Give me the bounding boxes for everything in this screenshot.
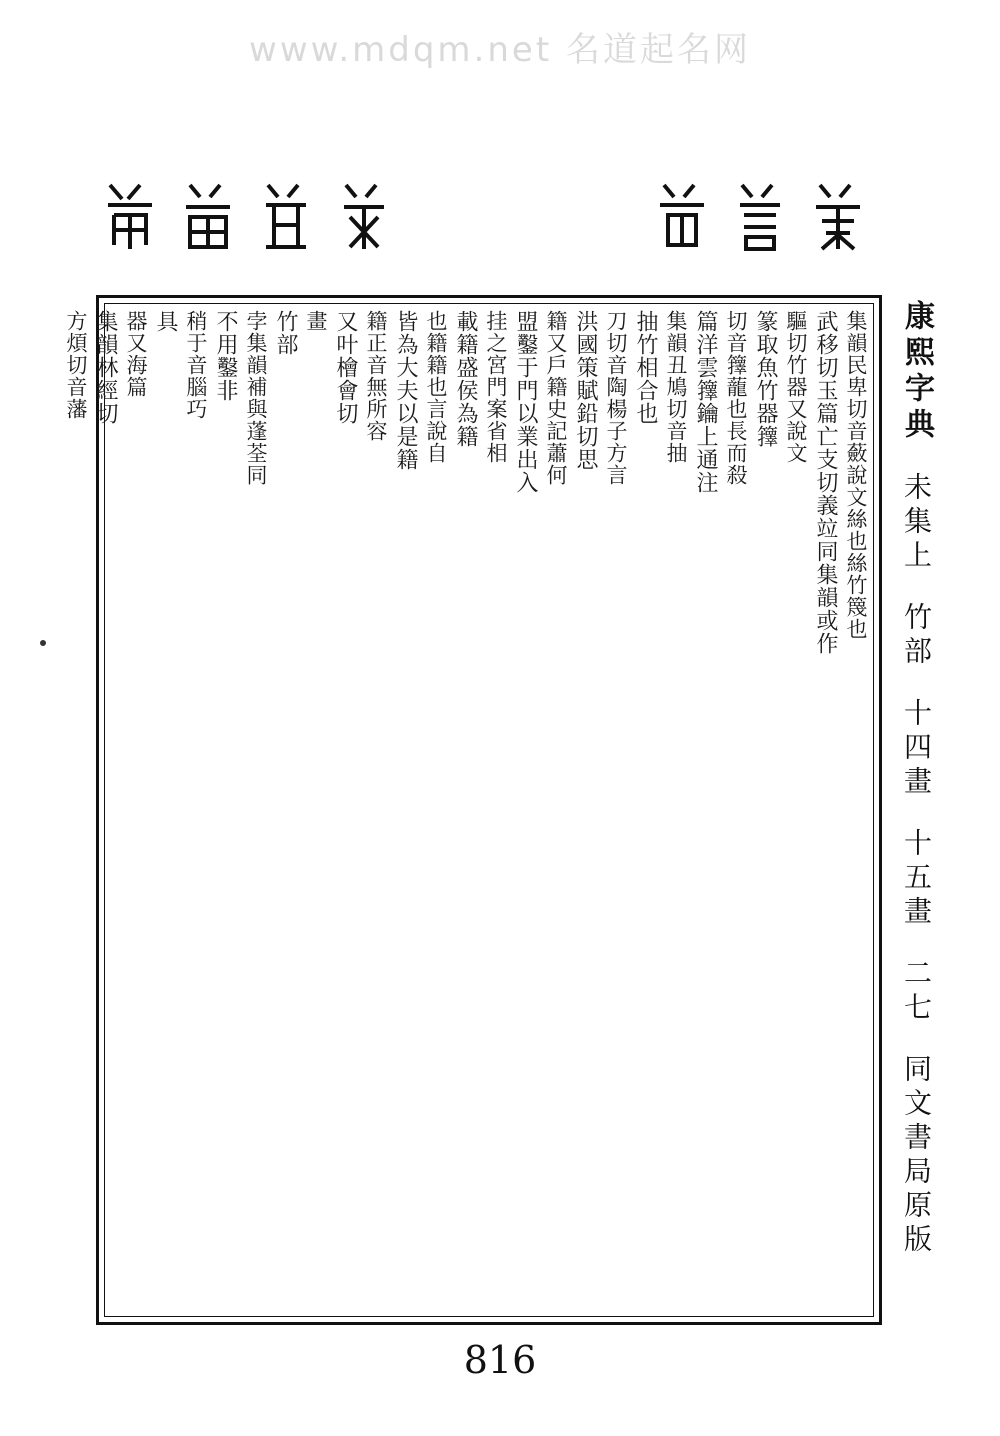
page-margin-label <box>896 300 936 1258</box>
stroke-label: 十五畫 <box>900 828 933 930</box>
text-columns <box>64 310 869 1310</box>
seal-script-row-right <box>652 175 868 255</box>
seal-character <box>334 175 394 255</box>
text-column: 竹部 <box>273 310 298 356</box>
text-column: 篇洋雲籜鑰上通注 <box>693 310 718 494</box>
text-column: 刀切音陶楊子方言 <box>604 310 628 486</box>
seal-character <box>100 175 160 255</box>
text-column: 皆為大夫以是籍 <box>393 310 418 471</box>
text-column: 篆取魚竹器籜 <box>753 310 778 448</box>
text-column: 集韻民卑切音蘞說文絲也絲竹篾也 <box>844 310 868 640</box>
text-column: 盟鑿于門以業出入 <box>513 310 538 494</box>
text-column: 具 <box>153 310 178 333</box>
text-column: 集韻丑鳩切音抽 <box>664 310 688 464</box>
text-column: 器又海篇 <box>124 310 148 398</box>
text-column: 方煩切音藩 <box>64 310 88 420</box>
seal-character <box>808 175 868 255</box>
text-column: 不用鑿非 <box>213 310 238 402</box>
text-column: 洪國策賦鉛切思 <box>573 310 598 471</box>
book-title: 康熙字典 <box>899 300 934 444</box>
seal-character <box>256 175 316 255</box>
text-column: 切音籜蘢也長而殺 <box>724 310 748 486</box>
text-column: 籍又戶籍史記蕭何 <box>544 310 568 486</box>
text-column: 籍正音無所容 <box>364 310 388 442</box>
publisher-label: 同文書局原版 <box>900 1054 933 1258</box>
margin-mark <box>40 640 46 646</box>
seal-character <box>652 175 712 255</box>
seal-character <box>730 175 790 255</box>
seal-character <box>178 175 238 255</box>
watermark-text: www.mdqm.net 名道起名网 <box>249 30 751 70</box>
text-column: 驅切竹器又說文 <box>784 310 808 464</box>
text-column: 畫 <box>304 310 328 332</box>
text-column: 集韻林經切 <box>93 310 118 425</box>
page-number: 816 <box>463 1338 537 1382</box>
text-frame <box>64 295 882 1325</box>
text-column: 也籍籍也言說自 <box>424 310 448 464</box>
radical-label: 竹部 <box>900 602 933 670</box>
text-column: 又叶檜會切 <box>333 310 358 425</box>
section-label: 未集上 <box>900 472 933 574</box>
stroke-label: 十四畫 <box>900 698 933 800</box>
folio-number: 二七 <box>900 958 933 1026</box>
text-column: 孛集韻補與蓬荃同 <box>244 310 268 486</box>
text-column: 載籍盛侯為籍 <box>453 310 478 448</box>
text-column: 抽竹相合也 <box>633 310 658 425</box>
text-column: 武移切玉篇亡支切義竝同集韻或作 <box>813 310 838 655</box>
seal-script-row-left <box>100 175 394 255</box>
text-column: 稍于音腦巧 <box>184 310 208 420</box>
text-column: 挂之宮門案省相 <box>484 310 508 464</box>
